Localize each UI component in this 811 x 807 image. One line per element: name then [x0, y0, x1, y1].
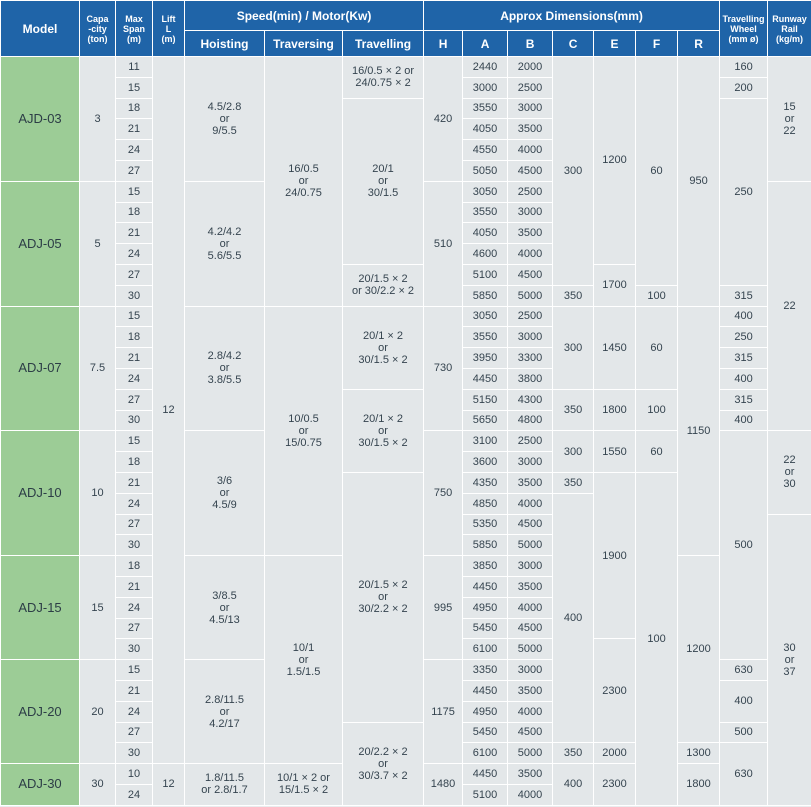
dim-a: 4450 — [463, 368, 508, 389]
dim-a: 4950 — [463, 597, 508, 618]
max-span: 21 — [116, 472, 153, 493]
lift-height: 12 — [153, 764, 185, 806]
wheel-diameter: 160 — [720, 57, 768, 78]
dim-a: 4050 — [463, 223, 508, 244]
hoisting-speed: 2.8/11.5 or 4.2/17 — [185, 660, 265, 764]
dim-b: 4500 — [508, 618, 553, 639]
dim-e: 1200 — [594, 57, 636, 265]
model-capacity: 30 — [80, 764, 116, 806]
model-capacity: 7.5 — [80, 306, 116, 431]
lift-height: 12 — [153, 57, 185, 764]
dim-a: 4350 — [463, 472, 508, 493]
dim-b: 5000 — [508, 285, 553, 306]
model-capacity: 10 — [80, 431, 116, 556]
max-span: 30 — [116, 410, 153, 431]
header-dim-c: C — [553, 31, 594, 57]
dim-a: 5350 — [463, 514, 508, 535]
dim-h: 995 — [424, 556, 463, 660]
model-name: ADJ-10 — [1, 431, 80, 556]
max-span: 11 — [116, 57, 153, 78]
header-travelling: Travelling — [343, 31, 424, 57]
travelling-speed: 16/0.5 × 2 or 24/0.75 × 2 — [343, 57, 424, 99]
max-span: 15 — [116, 181, 153, 202]
model-capacity: 20 — [80, 660, 116, 764]
max-span: 24 — [116, 140, 153, 161]
dim-b: 3500 — [508, 119, 553, 140]
max-span: 18 — [116, 452, 153, 473]
dim-b: 4500 — [508, 160, 553, 181]
max-span: 15 — [116, 660, 153, 681]
dim-c: 300 — [553, 306, 594, 389]
model-name: ADJ-07 — [1, 306, 80, 431]
max-span: 27 — [116, 514, 153, 535]
dim-a: 2440 — [463, 57, 508, 78]
dim-h: 510 — [424, 181, 463, 306]
max-span: 18 — [116, 556, 153, 577]
dim-f: 60 — [636, 431, 678, 473]
dim-a: 3950 — [463, 348, 508, 369]
dim-b: 3000 — [508, 452, 553, 473]
dim-b: 4500 — [508, 514, 553, 535]
max-span: 18 — [116, 98, 153, 119]
runway-rail: 30 or 37 — [768, 514, 811, 805]
max-span: 24 — [116, 493, 153, 514]
max-span: 24 — [116, 701, 153, 722]
max-span: 27 — [116, 389, 153, 410]
dim-a: 5050 — [463, 160, 508, 181]
model-capacity: 15 — [80, 556, 116, 660]
max-span: 27 — [116, 264, 153, 285]
dim-e: 1900 — [594, 472, 636, 638]
dim-b: 2000 — [508, 57, 553, 78]
dim-a: 6100 — [463, 639, 508, 660]
dim-a: 4550 — [463, 140, 508, 161]
header-runway-rail: Runway Rail (kg/m) — [768, 1, 811, 57]
dim-b: 4000 — [508, 244, 553, 265]
hoisting-speed: 3/6 or 4.5/9 — [185, 431, 265, 556]
dim-b: 3000 — [508, 556, 553, 577]
max-span: 30 — [116, 639, 153, 660]
dim-a: 4450 — [463, 576, 508, 597]
dim-c: 300 — [553, 431, 594, 473]
dim-b: 2500 — [508, 181, 553, 202]
dim-b: 4000 — [508, 784, 553, 805]
max-span: 21 — [116, 223, 153, 244]
max-span: 18 — [116, 327, 153, 348]
dim-e: 2300 — [594, 764, 636, 806]
max-span: 30 — [116, 285, 153, 306]
max-span: 15 — [116, 77, 153, 98]
header-dim-f: F — [636, 31, 678, 57]
dim-a: 5450 — [463, 722, 508, 743]
model-name: AJD-03 — [1, 57, 80, 182]
hoisting-speed: 1.8/11.5 or 2.8/1.7 — [185, 764, 265, 806]
dim-r: 1150 — [678, 306, 720, 556]
dim-a: 5100 — [463, 784, 508, 805]
dim-b: 5000 — [508, 639, 553, 660]
dim-a: 3050 — [463, 306, 508, 327]
dim-a: 4050 — [463, 119, 508, 140]
dim-b: 3500 — [508, 576, 553, 597]
dim-a: 6100 — [463, 743, 508, 764]
max-span: 10 — [116, 764, 153, 785]
wheel-diameter: 250 — [720, 98, 768, 285]
dim-a: 3100 — [463, 431, 508, 452]
runway-rail: 22 — [768, 181, 811, 431]
dim-a: 5850 — [463, 535, 508, 556]
dim-a: 4850 — [463, 493, 508, 514]
dim-c: 400 — [553, 493, 594, 743]
wheel-diameter: 500 — [720, 431, 768, 660]
max-span: 30 — [116, 535, 153, 556]
dim-r: 1300 — [678, 743, 720, 764]
dim-b: 4000 — [508, 140, 553, 161]
model-capacity: 3 — [80, 57, 116, 182]
dim-a: 3850 — [463, 556, 508, 577]
header-traversing: Traversing — [265, 31, 343, 57]
dim-e: 1450 — [594, 306, 636, 389]
travelling-speed: 20/1.5 × 2 or 30/2.2 × 2 — [343, 264, 424, 306]
dim-f: 100 — [636, 285, 678, 306]
header-span: Max Span (m) — [116, 1, 153, 57]
dim-a: 4450 — [463, 764, 508, 785]
dim-b: 3500 — [508, 472, 553, 493]
model-name: ADJ-15 — [1, 556, 80, 660]
header-dim-b: B — [508, 31, 553, 57]
max-span: 18 — [116, 202, 153, 223]
dim-b: 2500 — [508, 431, 553, 452]
travelling-speed: 20/1.5 × 2 or 30/2.2 × 2 — [343, 472, 424, 722]
header-lift: Lift L (m) — [153, 1, 185, 57]
dim-b: 4000 — [508, 597, 553, 618]
header-capacity: Capa -city (ton) — [80, 1, 116, 57]
max-span: 21 — [116, 348, 153, 369]
wheel-diameter: 630 — [720, 743, 768, 805]
dim-b: 3000 — [508, 660, 553, 681]
wheel-diameter: 315 — [720, 285, 768, 306]
dim-a: 5150 — [463, 389, 508, 410]
model-capacity: 5 — [80, 181, 116, 306]
dim-e: 2300 — [594, 639, 636, 743]
dim-c: 350 — [553, 389, 594, 431]
wheel-diameter: 500 — [720, 722, 768, 743]
header-model: Model — [1, 1, 80, 57]
dim-b: 4500 — [508, 264, 553, 285]
wheel-diameter: 400 — [720, 680, 768, 722]
max-span: 21 — [116, 680, 153, 701]
traversing-speed: 10/0.5 or 15/0.75 — [265, 306, 343, 556]
header-dim-a: A — [463, 31, 508, 57]
dim-r: 950 — [678, 57, 720, 307]
dim-a: 5650 — [463, 410, 508, 431]
dim-f: 60 — [636, 57, 678, 286]
dim-b: 3000 — [508, 327, 553, 348]
dim-b: 4500 — [508, 722, 553, 743]
traversing-speed: 16/0.5 or 24/0.75 — [265, 57, 343, 307]
hoisting-speed: 3/8.5 or 4.5/13 — [185, 556, 265, 660]
dim-h: 1175 — [424, 660, 463, 764]
dim-b: 2500 — [508, 77, 553, 98]
dim-e: 1700 — [594, 264, 636, 306]
dim-f: 100 — [636, 389, 678, 431]
wheel-diameter: 315 — [720, 348, 768, 369]
dim-a: 3350 — [463, 660, 508, 681]
dim-a: 5100 — [463, 264, 508, 285]
table-row — [1, 306, 811, 327]
traversing-speed: 10/1 or 1.5/1.5 — [265, 556, 343, 764]
dim-b: 3500 — [508, 764, 553, 785]
dim-b: 3300 — [508, 348, 553, 369]
dim-e: 1550 — [594, 431, 636, 473]
dim-f: 60 — [636, 306, 678, 389]
max-span: 21 — [116, 576, 153, 597]
max-span: 24 — [116, 244, 153, 265]
header-dimensions-group: Approx Dimensions(mm) — [424, 1, 720, 31]
max-span: 24 — [116, 368, 153, 389]
hoisting-speed: 2.8/4.2 or 3.8/5.5 — [185, 306, 265, 431]
dim-a: 3550 — [463, 202, 508, 223]
dim-b: 2500 — [508, 306, 553, 327]
header-dim-h: H — [424, 31, 463, 57]
dim-a: 4450 — [463, 680, 508, 701]
dim-c: 300 — [553, 57, 594, 286]
dim-e: 1800 — [594, 389, 636, 431]
runway-rail: 22 or 30 — [768, 431, 811, 514]
traversing-speed: 10/1 × 2 or 15/1.5 × 2 — [265, 764, 343, 806]
wheel-diameter: 630 — [720, 660, 768, 681]
hoisting-speed: 4.2/4.2 or 5.6/5.5 — [185, 181, 265, 306]
dim-c: 350 — [553, 472, 594, 493]
dim-h: 420 — [424, 57, 463, 182]
dim-c: 350 — [553, 743, 594, 764]
dim-b: 3500 — [508, 680, 553, 701]
dim-b: 3500 — [508, 223, 553, 244]
model-name: ADJ-30 — [1, 764, 80, 806]
dim-r: 1200 — [678, 556, 720, 743]
dim-e: 2000 — [594, 743, 636, 764]
wheel-diameter: 400 — [720, 306, 768, 327]
dim-a: 5850 — [463, 285, 508, 306]
dim-r: 1800 — [678, 764, 720, 806]
dim-a: 5450 — [463, 618, 508, 639]
wheel-diameter: 400 — [720, 410, 768, 431]
dim-b: 4300 — [508, 389, 553, 410]
dim-a: 3000 — [463, 77, 508, 98]
header-dim-e: E — [594, 31, 636, 57]
dim-c: 350 — [553, 285, 594, 306]
wheel-diameter: 315 — [720, 389, 768, 410]
travelling-speed: 20/1 × 2 or 30/1.5 × 2 — [343, 306, 424, 389]
dim-b: 3800 — [508, 368, 553, 389]
dim-b: 4000 — [508, 493, 553, 514]
travelling-speed: 20/1 or 30/1.5 — [343, 98, 424, 264]
max-span: 27 — [116, 618, 153, 639]
dim-h: 1480 — [424, 764, 463, 806]
wheel-diameter: 200 — [720, 77, 768, 98]
dim-b: 5000 — [508, 535, 553, 556]
dim-b: 3000 — [508, 202, 553, 223]
dim-h: 750 — [424, 431, 463, 556]
dim-b: 5000 — [508, 743, 553, 764]
max-span: 24 — [116, 784, 153, 805]
dim-a: 4950 — [463, 701, 508, 722]
dim-a: 3550 — [463, 98, 508, 119]
model-name: ADJ-05 — [1, 181, 80, 306]
max-span: 27 — [116, 160, 153, 181]
model-name: ADJ-20 — [1, 660, 80, 764]
dim-b: 3000 — [508, 98, 553, 119]
header-hoisting: Hoisting — [185, 31, 265, 57]
max-span: 15 — [116, 306, 153, 327]
dim-a: 3550 — [463, 327, 508, 348]
runway-rail: 15 or 22 — [768, 57, 811, 182]
max-span: 24 — [116, 597, 153, 618]
dim-a: 3050 — [463, 181, 508, 202]
hoisting-speed: 4.5/2.8 or 9/5.5 — [185, 57, 265, 182]
header-dim-r: R — [678, 31, 720, 57]
max-span: 21 — [116, 119, 153, 140]
travelling-speed: 20/1 × 2 or 30/1.5 × 2 — [343, 389, 424, 472]
max-span: 30 — [116, 743, 153, 764]
dim-a: 3600 — [463, 452, 508, 473]
dim-b: 4000 — [508, 701, 553, 722]
max-span: 15 — [116, 431, 153, 452]
max-span: 27 — [116, 722, 153, 743]
dim-h: 730 — [424, 306, 463, 431]
dim-a: 4600 — [463, 244, 508, 265]
travelling-speed: 20/2.2 × 2 or 30/3.7 × 2 — [343, 722, 424, 805]
wheel-diameter: 400 — [720, 368, 768, 389]
dim-f: 100 — [636, 472, 678, 805]
wheel-diameter: 250 — [720, 327, 768, 348]
table-row — [1, 57, 811, 78]
header-speed-group: Speed(min) / Motor(Kw) — [185, 1, 424, 31]
dim-c: 400 — [553, 764, 594, 806]
dim-b: 4800 — [508, 410, 553, 431]
header-travelling-wheel: Travelling Wheel (mm ø) — [720, 1, 768, 57]
